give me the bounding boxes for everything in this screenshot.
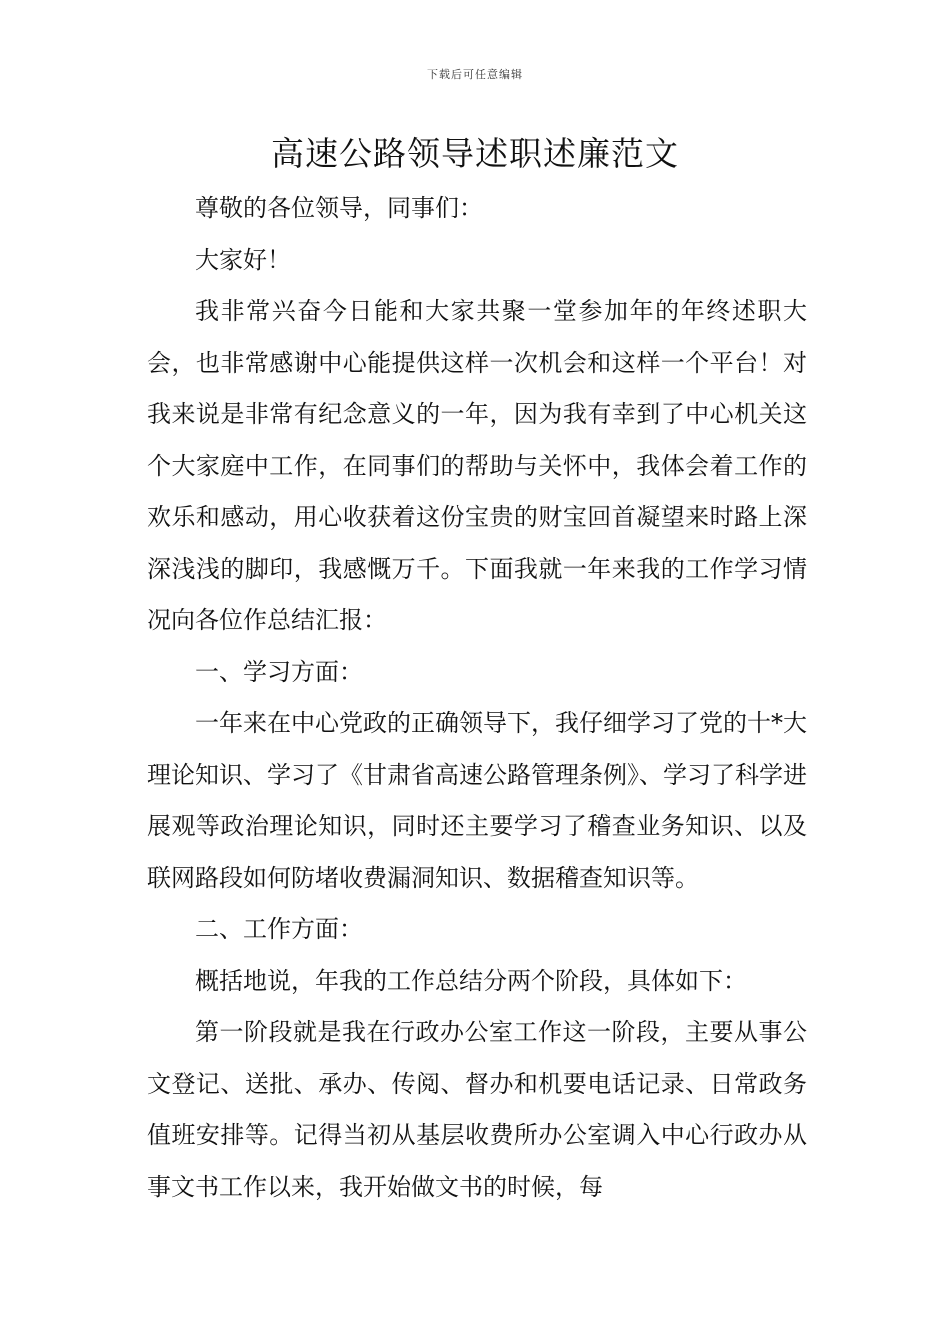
section-heading-work: 二、工作方面： (195, 915, 363, 943)
paragraph-study: 一年来在中心党政的正确领导下，我仔细学习了党的十*大理论知识、学习了《甘肃省高速公路管理条例》、学习了科学进展观等政治理论知识，同时还主要学习了稽查业务知识、以及联网路段如何防堵收费漏洞知识、数据稽查知识等。 (147, 709, 807, 892)
paragraph-greeting: 大家好！ (195, 245, 291, 274)
paragraph-work-summary: 概括地说，年我的工作总结分两个阶段，具体如下： (195, 966, 747, 995)
paragraph-salutation: 尊敬的各位领导，同事们： (195, 194, 483, 222)
paragraph-intro: 我非常兴奋今日能和大家共聚一堂参加年的年终述职大会，也非常感谢中心能提供这样一次机会和这样一个平台！对我来说是非常有纪念意义的一年，因为我有幸到了中心机关这个大家庭中工作，在同事们的帮助与关怀中，我体会着工作的欢乐和感动，用心收获着这份宝贵的财宝回首凝望来时路上深深浅浅的脚印，我感慨万千。下面我就一年来我的工作学习情况向各位作总结汇报： (147, 297, 807, 634)
header-note: 下载后可任意编辑 (427, 68, 523, 81)
section-heading-study: 一、学习方面： (195, 657, 363, 686)
document-title: 高速公路领导述职述廉范文 (271, 134, 679, 173)
document-body (147, 183, 807, 1213)
paragraph-work-stage-one: 第一阶段就是我在行政办公室工作这一阶段，主要从事公文登记、送批、承办、传阅、督办和机要电话记录、日常政务值班安排等。记得当初从基层收费所办公室调入中心行政办从事文书工作以来，我开始做文书的时候，每 (147, 1018, 807, 1201)
